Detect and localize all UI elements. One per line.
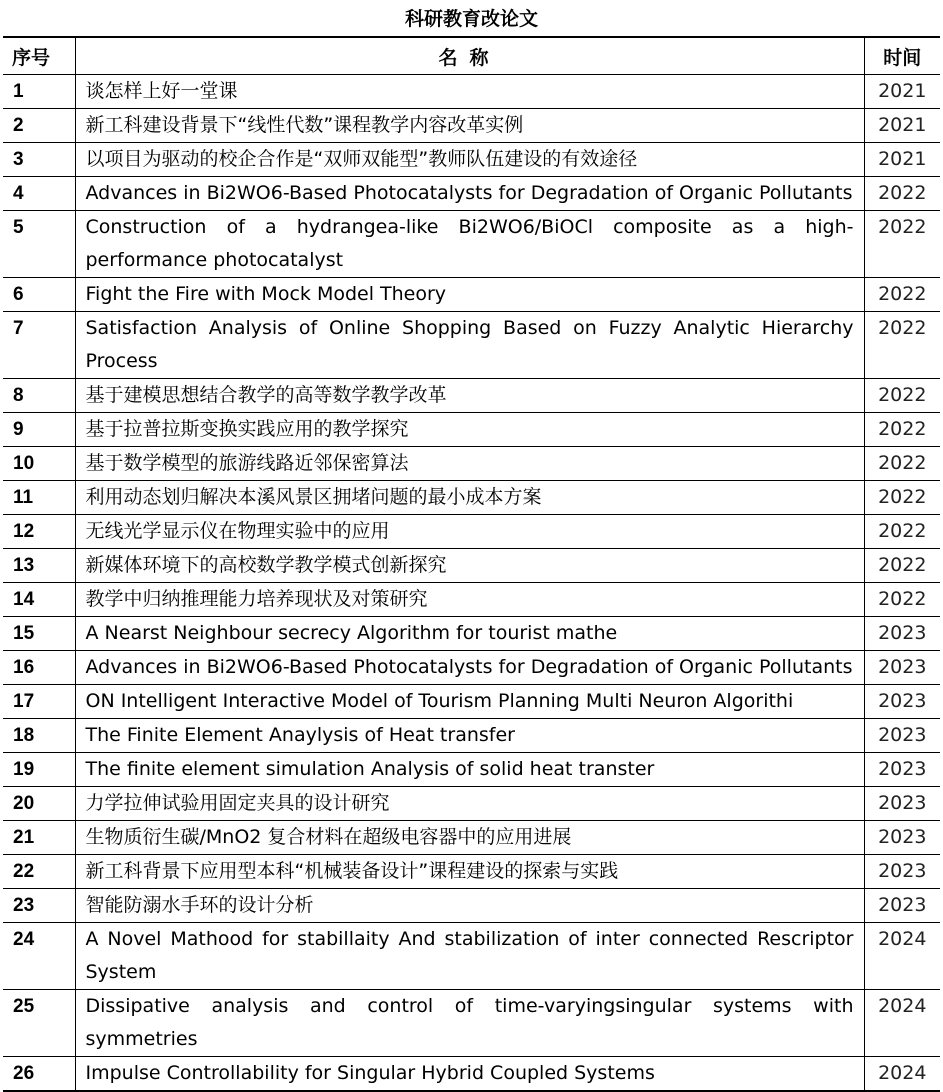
row-no: 17 [3,685,75,719]
row-no: 9 [3,413,75,447]
row-no: 14 [3,583,75,617]
row-no: 2 [3,109,75,143]
row-name: A Novel Mathood for stabillaity And stabilization of inter connected Rescriptor System [75,923,864,990]
row-year: 2022 [864,177,940,211]
row-year: 2022 [864,278,940,312]
row-name: 谈怎样上好一堂课 [75,75,864,109]
row-no: 19 [3,753,75,787]
row-year: 2023 [864,651,940,685]
row-name: The finite element simulation Analysis of solid heat transter [75,753,864,787]
row-no: 23 [3,889,75,923]
table-row [3,753,940,787]
table-row [3,1057,940,1092]
row-year: 2023 [864,719,940,753]
row-year: 2023 [864,787,940,821]
table-row [3,787,940,821]
row-year: 2023 [864,855,940,889]
row-year: 2024 [864,1057,940,1092]
row-name: 教学中归纳推理能力培养现状及对策研究 [75,583,864,617]
row-name: 利用动态划归解决本溪风景区拥堵问题的最小成本方案 [75,481,864,515]
row-no: 24 [3,923,75,990]
row-year: 2022 [864,413,940,447]
row-year: 2023 [864,617,940,651]
row-no: 11 [3,481,75,515]
row-no: 22 [3,855,75,889]
row-name: 以项目为驱动的校企合作是“双师双能型”教师队伍建设的有效途径 [75,143,864,177]
row-no: 25 [3,990,75,1057]
row-no: 8 [3,379,75,413]
row-no: 18 [3,719,75,753]
table-row [3,617,940,651]
row-year: 2022 [864,515,940,549]
row-no: 5 [3,211,75,278]
row-year: 2023 [864,685,940,719]
row-year: 2022 [864,312,940,379]
table-row [3,515,940,549]
row-year: 2022 [864,211,940,278]
row-name: Advances in Bi2WO6-Based Photocatalysts for Degradation of Organic Pollutants [75,177,864,211]
row-year: 2022 [864,447,940,481]
row-name: Advances in Bi2WO6-Based Photocatalysts for Degradation of Organic Pollutants [75,651,864,685]
row-name: 智能防溺水手环的设计分析 [75,889,864,923]
header-row [3,38,940,75]
row-no: 12 [3,515,75,549]
table-row [3,821,940,855]
row-year: 2023 [864,753,940,787]
table-row [3,651,940,685]
row-name: 基于拉普拉斯变换实践应用的教学探究 [75,413,864,447]
row-no: 7 [3,312,75,379]
table-row [3,109,940,143]
row-year: 2022 [864,583,940,617]
row-name: 生物质衍生碳/MnO2 复合材料在超级电容器中的应用进展 [75,821,864,855]
row-name: Satisfaction Analysis of Online Shopping Based on Fuzzy Analytic Hierarchy Process [75,312,864,379]
table-body [3,75,940,1092]
row-year: 2022 [864,379,940,413]
row-year: 2022 [864,481,940,515]
row-name: 无线光学显示仪在物理实验中的应用 [75,515,864,549]
row-name: A Nearst Neighbour secrecy Algorithm for tourist mathe [75,617,864,651]
row-year: 2021 [864,75,940,109]
table-row [3,447,940,481]
row-name: ON Intelligent Interactive Model of Tourism Planning Multi Neuron Algorithi [75,685,864,719]
row-name: The Finite Element Anaylysis of Heat transfer [75,719,864,753]
row-no: 20 [3,787,75,821]
row-year: 2022 [864,549,940,583]
row-no: 6 [3,278,75,312]
table-row [3,855,940,889]
table-row [3,990,940,1057]
row-no: 16 [3,651,75,685]
table-title: 科研教育改论文 [3,2,940,38]
row-no: 4 [3,177,75,211]
table-row [3,211,940,278]
row-no: 3 [3,143,75,177]
row-no: 13 [3,549,75,583]
row-year: 2023 [864,889,940,923]
row-no: 15 [3,617,75,651]
header-name: 名称 [75,38,864,75]
papers-table [3,38,940,1092]
table-row [3,177,940,211]
row-no: 26 [3,1057,75,1092]
table-row [3,75,940,109]
row-year: 2021 [864,143,940,177]
row-name: 基于数学模型的旅游线路近邻保密算法 [75,447,864,481]
row-no: 1 [3,75,75,109]
table-row [3,719,940,753]
row-name: Fight the Fire with Mock Model Theory [75,278,864,312]
table-row [3,379,940,413]
table-row [3,278,940,312]
row-name: 新工科建设背景下“线性代数”课程教学内容改革实例 [75,109,864,143]
row-name: 新媒体环境下的高校数学教学模式创新探究 [75,549,864,583]
table-row [3,685,940,719]
table-row [3,481,940,515]
row-name: 力学拉伸试验用固定夹具的设计研究 [75,787,864,821]
table-row [3,889,940,923]
row-no: 21 [3,821,75,855]
row-year: 2024 [864,990,940,1057]
row-year: 2023 [864,821,940,855]
row-name: Impulse Controllability for Singular Hybrid Coupled Systems [75,1057,864,1092]
table-row [3,413,940,447]
row-name: 新工科背景下应用型本科“机械装备设计”课程建设的探索与实践 [75,855,864,889]
table-row [3,143,940,177]
table-row [3,549,940,583]
row-name: Construction of a hydrangea-like Bi2WO6/BiOCl composite as a high-performance photocatalyst [75,211,864,278]
row-year: 2024 [864,923,940,990]
header-no: 序号 [3,38,75,75]
row-no: 10 [3,447,75,481]
row-year: 2021 [864,109,940,143]
table-row [3,583,940,617]
row-name: Dissipative analysis and control of time-varyingsingular systems with symmetries [75,990,864,1057]
header-year: 时间 [864,38,940,75]
table-row [3,923,940,990]
table-row [3,312,940,379]
row-name: 基于建模思想结合教学的高等数学教学改革 [75,379,864,413]
